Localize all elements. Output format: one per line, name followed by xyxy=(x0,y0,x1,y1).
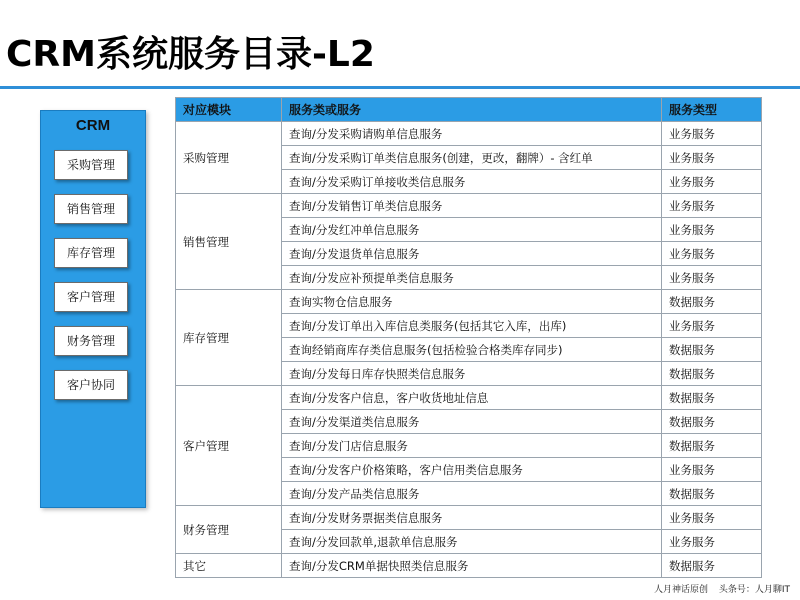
module-cell: 其它 xyxy=(176,554,282,578)
header-service: 服务类或服务 xyxy=(282,98,662,122)
module-button-finance[interactable]: 财务管理 xyxy=(54,326,128,356)
table-header-row xyxy=(176,98,762,122)
page-title: CRM系统服务目录-L2 xyxy=(6,34,375,75)
service-type-cell: 数据服务 xyxy=(662,482,762,506)
service-type-cell: 业务服务 xyxy=(662,170,762,194)
service-cell: 查询经销商库存类信息服务(包括检验合格类库存同步) xyxy=(282,338,662,362)
service-cell: 查询/分发产品类信息服务 xyxy=(282,482,662,506)
service-catalog-table xyxy=(175,97,762,578)
table-body xyxy=(176,122,762,578)
crm-module-panel xyxy=(40,110,146,508)
header-service-type: 服务类型 xyxy=(662,98,762,122)
module-button-inventory[interactable]: 库存管理 xyxy=(54,238,128,268)
service-cell: 查询/分发采购订单类信息服务(创建，更改，翻牌）- 含红单 xyxy=(282,146,662,170)
table-row xyxy=(176,554,762,578)
service-cell: 查询/分发财务票据类信息服务 xyxy=(282,506,662,530)
service-cell: 查询/分发每日库存快照类信息服务 xyxy=(282,362,662,386)
service-type-cell: 数据服务 xyxy=(662,410,762,434)
module-cell: 采购管理 xyxy=(176,122,282,194)
service-cell: 查询/分发采购订单接收类信息服务 xyxy=(282,170,662,194)
footer-account: 头条号：人月聊IT xyxy=(718,585,790,595)
service-cell: 查询/分发订单出入库信息类服务(包括其它入库，出库) xyxy=(282,314,662,338)
service-type-cell: 数据服务 xyxy=(662,362,762,386)
service-type-cell: 数据服务 xyxy=(662,554,762,578)
table-row xyxy=(176,506,762,530)
footer-author: 人月神话原创 xyxy=(653,585,708,595)
service-type-cell: 数据服务 xyxy=(662,434,762,458)
module-cell: 库存管理 xyxy=(176,290,282,386)
service-cell: 查询/分发门店信息服务 xyxy=(282,434,662,458)
service-cell: 查询/分发销售订单类信息服务 xyxy=(282,194,662,218)
service-cell: 查询/分发渠道类信息服务 xyxy=(282,410,662,434)
service-type-cell: 业务服务 xyxy=(662,530,762,554)
service-type-cell: 数据服务 xyxy=(662,338,762,362)
service-cell: 查询/分发客户信息，客户收货地址信息 xyxy=(282,386,662,410)
title-underline xyxy=(0,86,800,89)
service-type-cell: 业务服务 xyxy=(662,194,762,218)
service-cell: 查询/分发红冲单信息服务 xyxy=(282,218,662,242)
service-type-cell: 业务服务 xyxy=(662,314,762,338)
service-type-cell: 业务服务 xyxy=(662,458,762,482)
service-cell: 查询/分发采购请购单信息服务 xyxy=(282,122,662,146)
module-cell: 财务管理 xyxy=(176,506,282,554)
service-cell: 查询/分发应补预提单类信息服务 xyxy=(282,266,662,290)
service-cell: 查询/分发CRM单据快照类信息服务 xyxy=(282,554,662,578)
service-type-cell: 业务服务 xyxy=(662,146,762,170)
service-type-cell: 数据服务 xyxy=(662,290,762,314)
service-type-cell: 业务服务 xyxy=(662,218,762,242)
module-button-purchase[interactable]: 采购管理 xyxy=(54,150,128,180)
service-type-cell: 业务服务 xyxy=(662,242,762,266)
service-cell: 查询/分发客户价格策略，客户信用类信息服务 xyxy=(282,458,662,482)
table-row xyxy=(176,386,762,410)
module-cell: 客户管理 xyxy=(176,386,282,506)
module-button-collaboration[interactable]: 客户协同 xyxy=(54,370,128,400)
service-type-cell: 业务服务 xyxy=(662,266,762,290)
module-cell: 销售管理 xyxy=(176,194,282,290)
service-cell: 查询实物仓信息服务 xyxy=(282,290,662,314)
service-cell: 查询/分发退货单信息服务 xyxy=(282,242,662,266)
header-module: 对应模块 xyxy=(176,98,282,122)
footer xyxy=(646,582,790,595)
table-row xyxy=(176,290,762,314)
table-row xyxy=(176,122,762,146)
service-type-cell: 业务服务 xyxy=(662,506,762,530)
module-button-sales[interactable]: 销售管理 xyxy=(54,194,128,224)
service-cell: 查询/分发回款单,退款单信息服务 xyxy=(282,530,662,554)
service-type-cell: 业务服务 xyxy=(662,122,762,146)
service-type-cell: 数据服务 xyxy=(662,386,762,410)
crm-panel-label: CRM xyxy=(75,117,111,134)
module-button-customer[interactable]: 客户管理 xyxy=(54,282,128,312)
table-row xyxy=(176,194,762,218)
